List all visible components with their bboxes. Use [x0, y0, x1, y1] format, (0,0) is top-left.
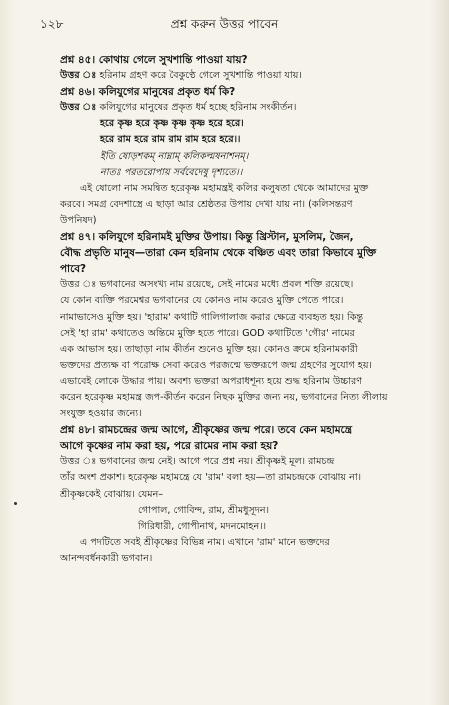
answer-47-line-6: ভক্তদের প্রত্যক্ষ বা পরোক্ষ সেবা করেও পরজন্মে ভক্তরূপে জন্ম গ্রহণের সুযোগ হয়।: [60, 359, 372, 371]
paragraph-48-line-2: আনন্দবর্ধনকারী ভগবান।: [60, 552, 153, 564]
answer-48-line-1: উত্তর ঃ ভগবানের জন্ম নেই। আগে পরে প্রশ্ন নয়। শ্রীকৃষ্ণই মূল। রামচন্দ্র: [60, 456, 335, 468]
answer-48-line-2: তাঁর অংশ প্রকাশ। হরেকৃষ্ণ মহামন্ত্রে যে 'রাম' বলা হয়—তা রামচন্দ্রকে বোঝায় না।: [60, 472, 362, 484]
paragraph-48-line-1: এ পদটিতে সবই শ্রীকৃষ্ণের বিভিন্ন নাম। এখানে 'রাম' মানে ভক্তদের: [80, 536, 330, 548]
page-header: [0, 16, 449, 32]
question-46: [60, 84, 422, 100]
question-45: [60, 52, 422, 68]
answer-47-line-7: এভাবেই লোকে উদ্ধার পায়। অবশ্য ভক্তরা অপরাধশূন্য হয়ে শুদ্ধ হরিনাম উচ্চারণ: [60, 375, 363, 387]
answer-47-line-4: সেই 'হা রাম' কথাতেও অন্তিমে মুক্তি হতে পারে। GOD কথাটিতে 'গৌর' নামের: [60, 327, 355, 339]
answer-45-text: হরিনাম গ্রহণ করে বৈকুণ্ঠে গেলে সুখশান্তি পাওয়া যায়।: [99, 70, 302, 82]
question-45-text: কোথায় গেলে সুখশান্তি পাওয়া যায়?: [98, 54, 248, 66]
question-48-line-1: প্রশ্ন ৪৮। রামচন্দ্রের জন্ম আগে, শ্রীকৃষ্ণের জন্ম পরে। তবে কেন মহামন্ত্রে: [60, 424, 352, 437]
sanskrit-verse-line-2: নাতঃ পরতরোপায় সর্ববেদেষু দৃশ্যতে।।: [100, 166, 243, 178]
answer-47-line-2: যে কোন ব্যক্তি পরমেশ্বর ভগবানের যে কোনও নাম করেও মুক্তি পেতে পারে।: [60, 295, 344, 307]
page-body: [60, 52, 422, 567]
mantra-line-2: হরে রাম হরে রাম রাম রাম হরে হরে।।: [100, 134, 241, 146]
margin-dot: [14, 502, 17, 505]
answer-47-line-5: এক আভাস হয়। তাছাড়া নাম কীর্তন শুনেও মুক্তি হয়। কোনও ক্রমে হরিনামকারী: [60, 343, 358, 355]
names-line-2: গিরিধারী, গোপীনাথ, মদনমোহন।।: [138, 520, 267, 532]
answer-47-line-9: সংযুক্ত হওয়ার জন্যে।: [60, 408, 142, 420]
running-title: প্রশ্ন করুন উত্তর পাবেন: [170, 17, 279, 31]
answer-47-line-8: করেন হরেকৃষ্ণ মহামন্ত্র জপ-কীর্তন করেন নিছক মুক্তির জন্য নয়, ভগবানের নিত্য লীলায়: [60, 391, 388, 403]
names-line-1: গোপাল, গোবিন্দ, রাম, শ্রীমধুসূদন।: [138, 504, 270, 516]
paragraph-46-line-2: করবে। সমগ্র বেদশাস্ত্রে এ ছাড়া আর শ্রেষ্ঠতর উপায় দেখা যায় না। (কলিসন্তরণ: [60, 198, 353, 210]
answer-48-line-3: শ্রীকৃষ্ণকেই বোঝায়। যেমন–: [60, 488, 164, 500]
answer-47-line-1: উত্তর ঃ ভগবানের অসংখ্য নাম রয়েছে, সেই নামের মধ্যে প্রবল শক্তি রয়েছে।: [60, 279, 354, 291]
question-46-text: কলিযুগের মানুষের প্রকৃত ধর্ম কি?: [98, 86, 236, 99]
question-48-line-2: আগে কৃষ্ণের নাম করা হয়, পরে রামের নাম করা হয়?: [60, 440, 279, 453]
paragraph-46-line-3: উপনিষদ): [60, 214, 97, 226]
page-number: ১২৮: [40, 17, 64, 31]
answer-45-label: উত্তর ঃ: [60, 70, 97, 82]
paragraph-46-line-1: এই ষোলো নাম সমন্বিত হরেকৃষ্ণ মহামন্ত্রই কলির কলুষতা থেকে আমাদের মুক্ত: [80, 182, 369, 194]
sanskrit-verse-line-1: ইতি ষোড়শকম্ নাম্নাম্ কলিকল্মষনাশনম্।: [100, 150, 249, 162]
mantra-line-1: হরে কৃষ্ণ হরে কৃষ্ণ কৃষ্ণ কৃষ্ণ হরে হরে।: [100, 118, 244, 130]
answer-46-label: উত্তর ঃ: [60, 102, 97, 114]
answer-47-line-3: নামাভাসেও মুক্তি হয়। 'হারাম' কথাটি গালিগালাজ করার ক্ষেত্রে ব্যবহৃত হয়। কিন্তু: [60, 311, 364, 323]
question-45-label: প্রশ্ন ৪৫।: [60, 54, 96, 66]
question-47-line-2: বৌদ্ধ প্রভৃতি মানুষ—তারা কেন হরিনাম থেকে বঞ্চিত এবং তারা কিভাবে মুক্তি: [60, 247, 377, 260]
question-46-label: প্রশ্ন ৪৬।: [60, 86, 96, 99]
answer-45: [60, 68, 422, 84]
question-47-line-3: পাবে?: [60, 263, 87, 276]
question-47-line-1: প্রশ্ন ৪৭। কলিযুগে হরিনামই মুক্তির উপায়। কিন্তু খ্রিস্টান, মুসলিম, জৈন,: [60, 231, 354, 244]
answer-46-text: কলিযুগের মানুষের প্রকৃত ধর্ম হচ্ছে হরিনাম সংকীর্তন।: [99, 102, 297, 114]
answer-46: [60, 100, 422, 116]
